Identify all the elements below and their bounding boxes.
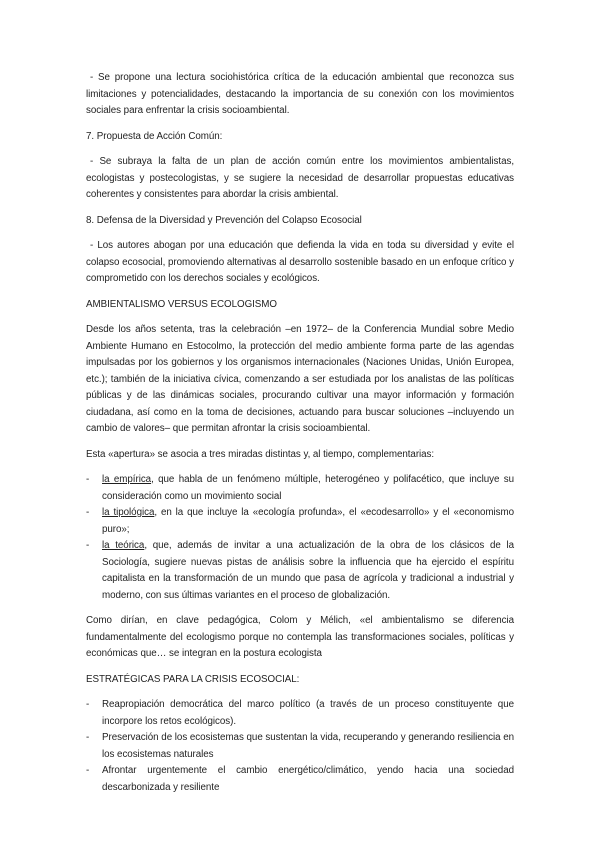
heading-defensa-diversidad: 8. Defensa de la Diversidad y Prevención del Colapso Ecosocial — [86, 214, 362, 226]
list-dash: - — [86, 474, 90, 485]
list-item-term: la teórica — [102, 540, 145, 551]
list-item-text: , en la que incluye la «ecología profunda», el «ecodesarrollo» y el «economismo puro»; — [102, 507, 514, 535]
list-item-term: la empírica — [102, 474, 152, 485]
list-dash: - — [86, 507, 90, 518]
list-item — [86, 472, 514, 505]
list-item — [86, 538, 514, 604]
list-item-term: la tipológica — [102, 507, 155, 518]
estrategias-list — [86, 697, 514, 796]
list-dash: - — [86, 540, 90, 551]
heading-ambientalismo-ecologismo: AMBIENTALISMO VERSUS ECOLOGISMO — [86, 298, 277, 310]
list-dash: - — [86, 732, 90, 743]
list-item — [86, 763, 514, 796]
list-item-text: Preservación de los ecosistemas que sustentan la vida, recuperando y generando resiliencia en los ecosistemas naturales — [102, 732, 514, 760]
list-dash: - — [86, 699, 90, 710]
paragraph-colom-melich: Como dirían, en clave pedagógica, Colom y Mélich, «el ambientalismo se diferencia fundamentalmente del ecologismo porque no contempla las transformaciones sociales, políticas y económicas que… se integran en la postura ecologista — [86, 615, 514, 659]
paragraph-anos-setenta: Desde los años setenta, tras la celebración –en 1972– de la Conferencia Mundial sobre Medio Ambiente Humano en Estocolmo, la protección del medio ambiente forma parte de las agendas impulsadas por los gobiernos y los organismos internacionales (Naciones Unidas, Unión Europea, etc.); también de la iniciativa cívica, comenzando a ser estudiada por los analistas de las políticas públicas y de las dinámicas sociales, procurando cultivar una mayor información y formación ciudadana, así como en la toma de decisiones, actuando para buscar soluciones –incluyendo un cambio de valores– que permitan afrontar la crisis socioambiental. — [86, 324, 514, 434]
list-item — [86, 730, 514, 763]
paragraph-lectura-sociohistorica: - Se propone una lectura sociohistórica crítica de la educación ambiental que reconozca sus limitaciones y potencialidades, destacando la importancia de su conexión con los movimientos sociales para enfrentar la crisis socioambiental. — [86, 72, 514, 116]
paragraph-defensa-vida: - Los autores abogan por una educación que defienda la vida en toda su diversidad y evite el colapso ecosocial, promoviendo alternativas al desarrollo sostenible basado en un enfoque crítico y comprometido con los derechos sociales y ecológicos. — [86, 240, 514, 284]
heading-propuesta-accion-comun: 7. Propuesta de Acción Común: — [86, 130, 223, 142]
list-item-text: , que, además de invitar a una actualización de la obra de los clásicos de la Sociología, sugiere nuevas pistas de análisis sobre la influencia que ha ejercido el espíritu capitalista en la transformación de un mundo que pasa de agrícola y tradicional a industrial y moderno, con sus últimas variantes en el proceso de globalización. — [102, 540, 514, 601]
list-item-text: Afrontar urgentemente el cambio energético/climático, yendo hacia una sociedad descarbonizada y resiliente — [102, 765, 514, 793]
miradas-list — [86, 472, 514, 604]
list-dash: - — [86, 765, 90, 776]
paragraph-plan-accion: - Se subraya la falta de un plan de acción común entre los movimientos ambientalistas, ecologistas y postecologistas, y se sugiere la necesidad de desarrollar propuestas educativas coherentes y consistentes para abordar la crisis ambiental. — [86, 156, 514, 200]
list-item-text: , que habla de un fenómeno múltiple, heterogéneo y polifacético, que incluye su consideración como un movimiento social — [102, 474, 514, 502]
list-item — [86, 505, 514, 538]
paragraph-apertura: Esta «apertura» se asocia a tres miradas distintas y, al tiempo, complementarias: — [86, 448, 435, 460]
list-item — [86, 697, 514, 730]
heading-estrategicas: ESTRATÉGICAS PARA LA CRISIS ECOSOCIAL: — [86, 673, 300, 685]
list-item-text: Reapropiación democrática del marco político (a través de un proceso constituyente que incorpore los retos ecológicos). — [102, 699, 514, 727]
